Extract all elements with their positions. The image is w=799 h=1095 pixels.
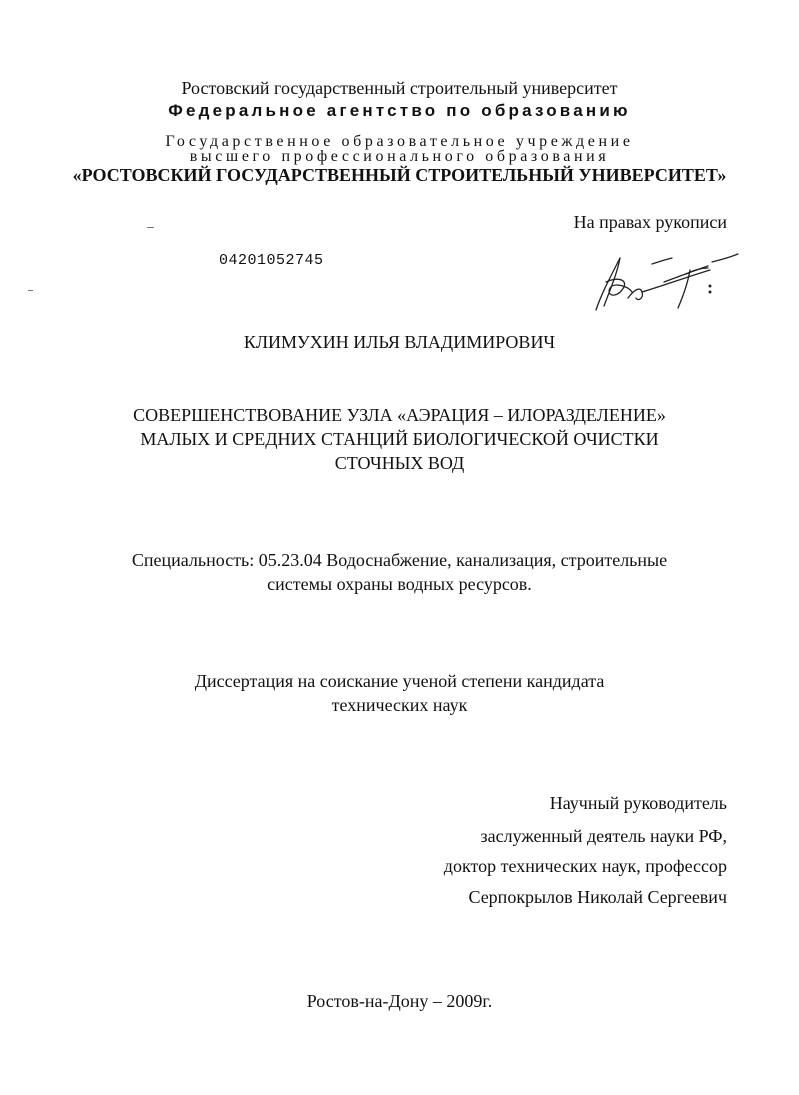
supervisor-role: Научный руководитель	[549, 793, 727, 813]
university-line: Ростовский государственный строительный университет	[181, 78, 618, 98]
degree-line-2: технических наук	[331, 695, 468, 715]
university-name: «РОСТОВСКИЙ ГОСУДАРСТВЕННЫЙ СТРОИТЕЛЬНЫЙ УНИВЕРСИТЕТ»	[72, 165, 727, 185]
supervisor-degree: доктор технических наук, профессор	[443, 856, 727, 876]
agency-line: Федеральное агентство по образованию	[168, 101, 631, 120]
specialty-line-1: Специальность: 05.23.04 Водоснабжение, канализация, строительные	[131, 550, 668, 570]
registration-number: 04201052745	[219, 252, 324, 269]
specialty-line-2: системы охраны водных ресурсов.	[267, 574, 532, 594]
manuscript-note: На правах рукописи	[573, 212, 727, 232]
institution-type-line-1: Государственное образовательное учреждение	[165, 133, 634, 150]
title-line-2: МАЛЫХ И СРЕДНИХ СТАНЦИЙ БИОЛОГИЧЕСКОЙ ОЧИСТКИ	[140, 429, 659, 449]
supervisor-honor: заслуженный деятель науки РФ,	[480, 826, 727, 846]
scan-speck	[147, 227, 154, 228]
supervisor-name: Серпокрылов Николай Сергеевич	[468, 887, 727, 907]
institution-type-line-2: высшего профессионального образования	[189, 148, 610, 165]
place-year: Ростов-на-Дону – 2009г.	[306, 991, 493, 1011]
handwritten-signature	[592, 252, 742, 318]
author-name: КЛИМУХИН ИЛЬЯ ВЛАДИМИРОВИЧ	[243, 332, 556, 352]
title-line-3: СТОЧНЫХ ВОД	[334, 453, 465, 473]
title-line-1: СОВЕРШЕНСТВОВАНИЕ УЗЛА «АЭРАЦИЯ – ИЛОРАЗДЕЛЕНИЕ»	[133, 405, 666, 425]
degree-line-1: Диссертация на соискание ученой степени кандидата	[194, 671, 605, 691]
scan-speck	[28, 290, 33, 291]
